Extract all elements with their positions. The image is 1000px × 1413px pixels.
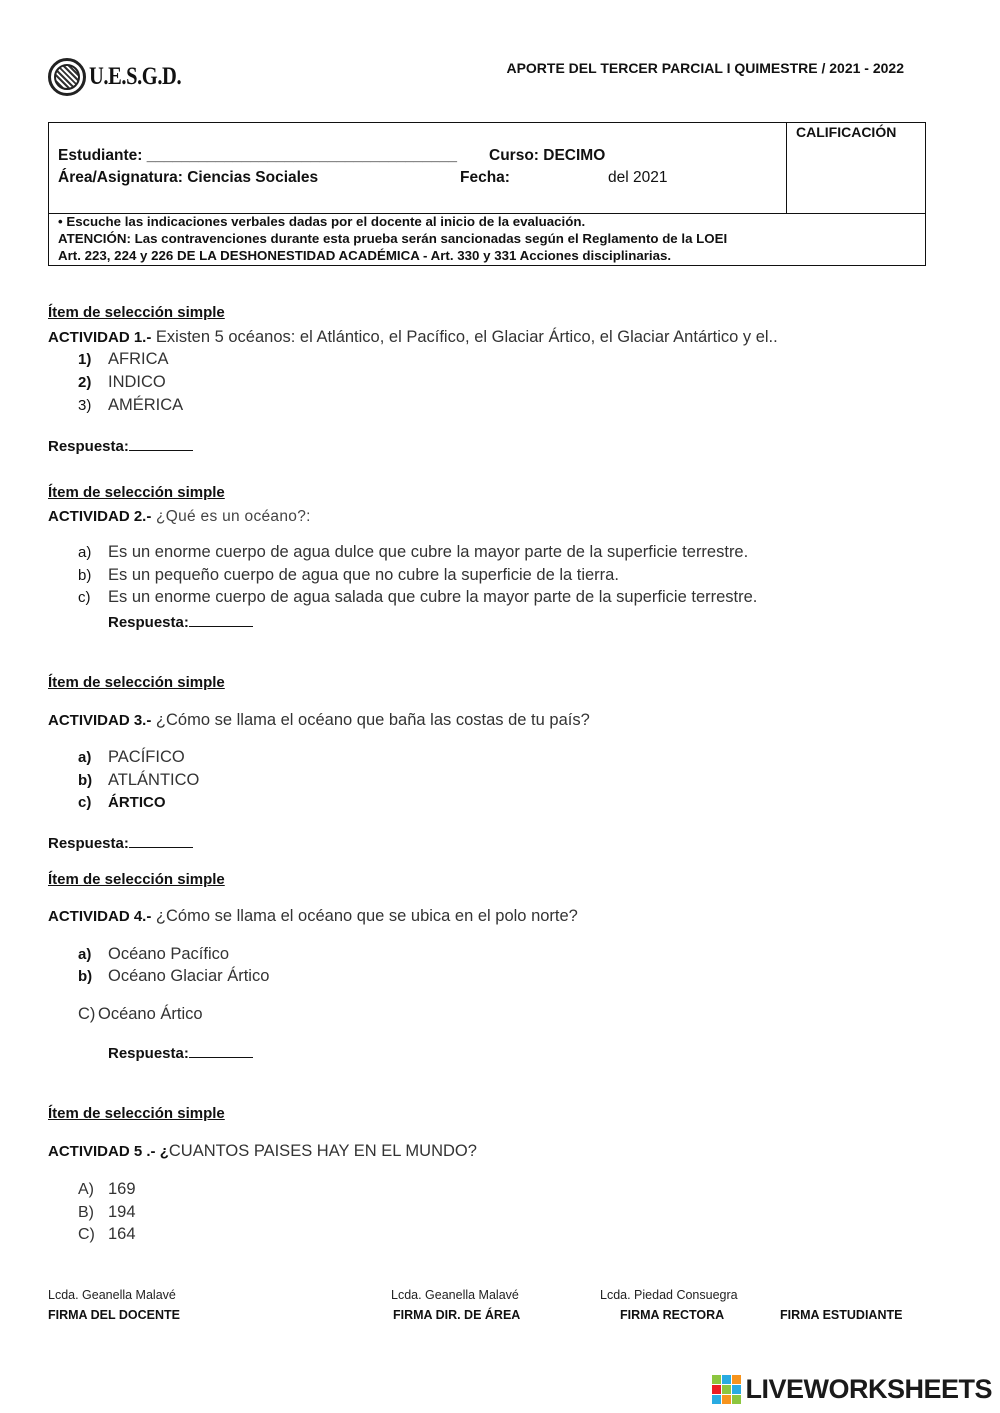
option-marker: 2) [78, 374, 92, 391]
answer-blank[interactable] [189, 1043, 253, 1058]
answer-label: Respuesta: [108, 614, 189, 631]
activity-1-option-1[interactable] [78, 350, 169, 369]
option-marker: C) [78, 1005, 96, 1023]
activity-label: ACTIVIDAD 2.- [48, 508, 152, 525]
option-text: Océano Pacífico [108, 945, 230, 963]
watermark-text: LIVEWORKSHEETS [745, 1374, 992, 1404]
activity-label: ACTIVIDAD 4.- [48, 908, 152, 925]
principal-name: Lcda. Piedad Consuegra [600, 1288, 738, 1302]
option-marker: C) [78, 1226, 95, 1243]
activity-4-option-a[interactable] [78, 945, 229, 964]
date-label: Fecha: [460, 169, 510, 186]
section-title: Ítem de selección simple [48, 871, 225, 888]
option-text: INDICO [108, 373, 166, 391]
option-text: 169 [108, 1180, 136, 1198]
option-text: AFRICA [108, 350, 169, 368]
option-text: Es un pequeño cuerpo de agua que no cubre la superficie de la tierra. [108, 566, 619, 584]
activity-5-option-b[interactable] [78, 1203, 136, 1222]
option-text: ATLÁNTICO [108, 771, 200, 789]
activity-2-option-c[interactable] [78, 588, 757, 607]
option-marker: c) [78, 794, 92, 811]
student-signature-label: FIRMA ESTUDIANTE [780, 1308, 903, 1322]
option-marker: c) [78, 589, 91, 606]
liveworksheets-grid-icon [712, 1375, 741, 1404]
activity-4-question [48, 907, 578, 926]
course-label: Curso: DECIMO [489, 147, 606, 164]
answer-blank[interactable] [129, 833, 193, 848]
instruction-note: • Escuche las indicaciones verbales dadas por el docente al inicio de la evaluación. [58, 214, 586, 229]
activity-label: ACTIVIDAD 5 .- [48, 1143, 156, 1160]
answer-blank[interactable] [129, 436, 193, 451]
option-text: Es un enorme cuerpo de agua dulce que cubre la mayor parte de la superficie terrestre. [108, 543, 749, 561]
activity-2-answer[interactable] [108, 612, 253, 631]
answer-blank[interactable] [189, 612, 253, 627]
school-seal-icon [48, 58, 86, 96]
option-text: ÁRTICO [108, 794, 166, 811]
date-value: del 2021 [608, 169, 668, 186]
liveworksheets-logo [712, 1374, 992, 1405]
school-logo [48, 58, 201, 96]
activity-4-option-c[interactable] [78, 1005, 203, 1024]
question-text: ¿Cómo se llama el océano que se ubica en el polo norte? [151, 907, 578, 925]
school-name: U.E.S.G.D. [89, 63, 182, 90]
option-text: AMÉRICA [108, 396, 184, 414]
option-marker: b) [78, 772, 93, 789]
section-title: Ítem de selección simple [48, 1105, 225, 1122]
activity-1-option-3[interactable] [78, 396, 183, 415]
option-text: 194 [108, 1203, 136, 1221]
activity-2-option-b[interactable] [78, 566, 619, 585]
option-text: PACÍFICO [108, 748, 185, 766]
grade-cell [786, 123, 926, 213]
subject-label: Área/Asignatura: Ciencias Sociales [58, 169, 319, 186]
activity-1-option-2[interactable] [78, 373, 166, 392]
question-text: ¿Cómo se llama el océano que baña las costas de tu país? [151, 711, 590, 729]
option-marker: a) [78, 946, 92, 963]
activity-3-option-b[interactable] [78, 771, 199, 790]
option-marker: b) [78, 968, 93, 985]
option-marker: a) [78, 544, 92, 561]
section-title: Ítem de selección simple [48, 674, 225, 691]
answer-label: Respuesta: [108, 1045, 189, 1062]
attention-note: ATENCIÓN: Las contravenciones durante esta prueba serán sancionadas según el Reglamento de la LOEI [58, 231, 728, 246]
section-title: Ítem de selección simple [48, 304, 225, 321]
answer-label: Respuesta: [48, 835, 129, 852]
principal-signature-label: FIRMA RECTORA [620, 1308, 725, 1322]
option-marker: b) [78, 567, 92, 584]
grade-label: CALIFICACIÓN [796, 124, 897, 140]
option-text: Océano Glaciar Ártico [108, 967, 270, 985]
question-mark: ¿ [159, 1143, 169, 1160]
activity-3-option-a[interactable] [78, 748, 185, 767]
section-title: Ítem de selección simple [48, 484, 225, 501]
activity-3-question [48, 711, 590, 730]
activity-1-question [48, 328, 778, 347]
info-box [48, 122, 926, 266]
question-text: ¿Qué es un océano?: [151, 508, 311, 525]
activity-2-option-a[interactable] [78, 543, 748, 562]
teacher-name: Lcda. Geanella Malavé [48, 1288, 176, 1302]
option-text: 164 [108, 1225, 136, 1243]
option-marker: a) [78, 749, 92, 766]
student-field: Estudiante: ____________________________________ [58, 147, 458, 164]
activity-5-question [48, 1142, 477, 1161]
option-marker: A) [78, 1181, 94, 1198]
activity-4-option-b[interactable] [78, 967, 269, 986]
area-director-name: Lcda. Geanella Malavé [391, 1288, 519, 1302]
activity-1-answer[interactable] [48, 436, 193, 455]
answer-label: Respuesta: [48, 438, 129, 455]
activity-5-option-c[interactable] [78, 1225, 136, 1244]
option-text: Océano Ártico [98, 1005, 203, 1023]
option-marker: 1) [78, 351, 92, 368]
activity-label: ACTIVIDAD 3.- [48, 712, 152, 729]
activity-3-answer[interactable] [48, 833, 193, 852]
option-marker: B) [78, 1204, 94, 1221]
activity-4-answer[interactable] [108, 1043, 253, 1062]
option-marker: 3) [78, 397, 92, 414]
activity-5-option-a[interactable] [78, 1180, 136, 1199]
activity-3-option-c[interactable] [78, 794, 166, 811]
teacher-signature-label: FIRMA DEL DOCENTE [48, 1308, 180, 1322]
articles-note: Art. 223, 224 y 226 DE LA DESHONESTIDAD ACADÉMICA - Art. 330 y 331 Acciones disciplinarias. [58, 248, 672, 263]
area-director-signature-label: FIRMA DIR. DE ÁREA [393, 1308, 521, 1322]
question-text: Existen 5 océanos: el Atlántico, el Pacífico, el Glaciar Ártico, el Glaciar Antártico y el.. [151, 328, 778, 346]
option-text: Es un enorme cuerpo de agua salada que cubre la mayor parte de la superficie terrestre. [108, 588, 758, 606]
question-text: CUANTOS PAISES HAY EN EL MUNDO? [168, 1142, 477, 1160]
activity-2-question [48, 508, 311, 526]
activity-label: ACTIVIDAD 1.- [48, 329, 152, 346]
exam-title: APORTE DEL TERCER PARCIAL I QUIMESTRE / 2021 - 2022 [506, 60, 904, 76]
